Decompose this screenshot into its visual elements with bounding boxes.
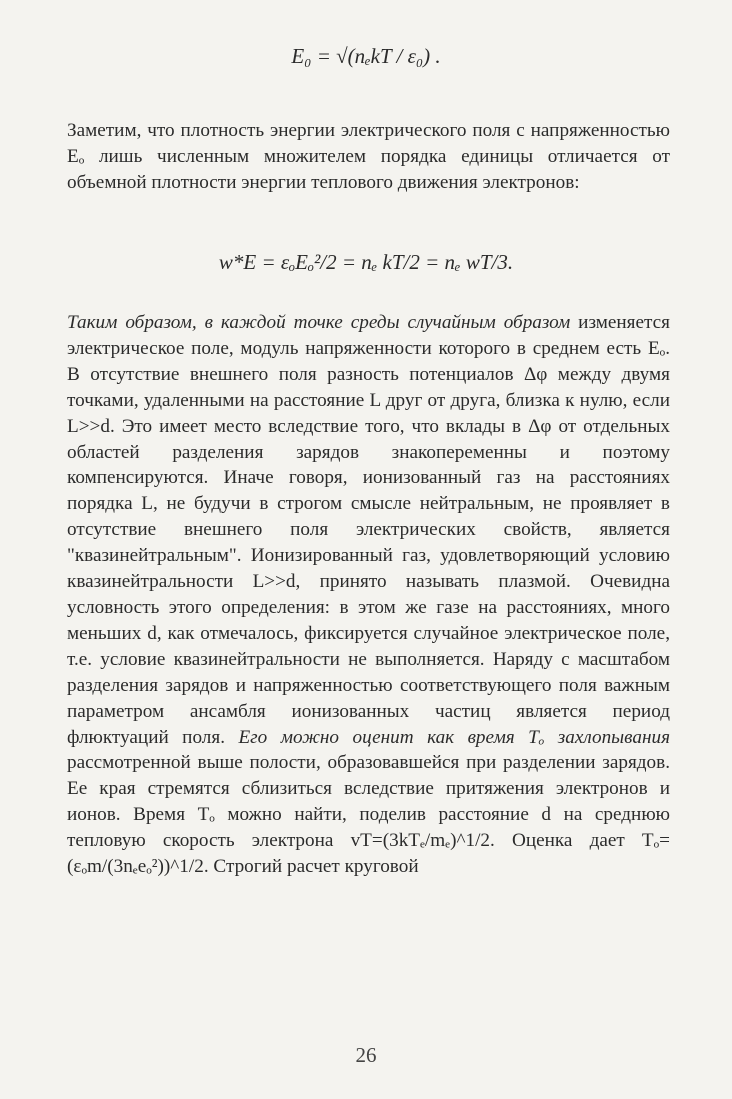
paragraph-2 [67, 310, 670, 880]
paragraph-2-text [67, 310, 670, 880]
paragraph-1 [67, 118, 670, 196]
paragraph-1-text: Заметим, что плотность энергии электрического поля с напряженностью Eₒ лишь численным множителем порядка единицы отличается от объемной плотности энергии теплового движения электронов: [67, 120, 670, 193]
formula-field-strength: E₀ = √(nₑkT / ε₀) . [291, 44, 441, 68]
paragraph-2-lead: Таким образом, в каждой точке среды случайным образом [67, 312, 571, 333]
formula-energy-density: w*E = εₒEₒ²/2 = nₑ kT/2 = nₑ wT/3. [218, 250, 514, 274]
paragraph-2-body: изменяется электрическое поле, модуль напряженности которого в среднем есть Eₒ. В отсутствие внешнего поля разность потенциалов Δφ между двумя точками, удаленными на расстояние L друг от друга, близка к нулю, если L>>d. Это имеет место вследствие того, что вклады в Δφ от отдельных областей разделения зарядов знакопеременны и поэтому компенсируются. Иначе говоря, ионизованный газ на расстояниях порядка L, не будучи в строгом смысле нейтральным, не проявляет в отсутствие внешнего поля электрических свойств, является "квазинейтральным". Ионизированный газ, удовлетворяющий условию квазинейтральности L>>d, принято называть плазмой. Очевидна условность этого определения: в этом же газе на расстояниях, много меньших d, как отмечалось, фиксируется случайное электрическое поле, т.е. условие квазинейтральности не выполняется. Наряду с масштабом разделения зарядов и напряженностью соответствующего поля важным параметром ансамбля ионизованных частиц является период флюктуаций поля. [67, 312, 670, 748]
paragraph-2-tail: рассмотренной выше полости, образовавшейся при разделении зарядов. Ее края стремятся сблизиться вследствие притяжения электронов и ионов. Время Tₒ можно найти, поделив расстояние d на среднюю тепловую скорость электрона vT=(3kTₑ/mₑ)^1/2. Оценка дает Tₒ=(εₒm/(3nₑeₒ²))^1/2. Строгий расчет круговой [67, 752, 670, 878]
page-number: 26 [355, 1043, 377, 1067]
paragraph-2-emphasis: Его можно оценит как время Tₒ захлопывания [225, 726, 670, 748]
